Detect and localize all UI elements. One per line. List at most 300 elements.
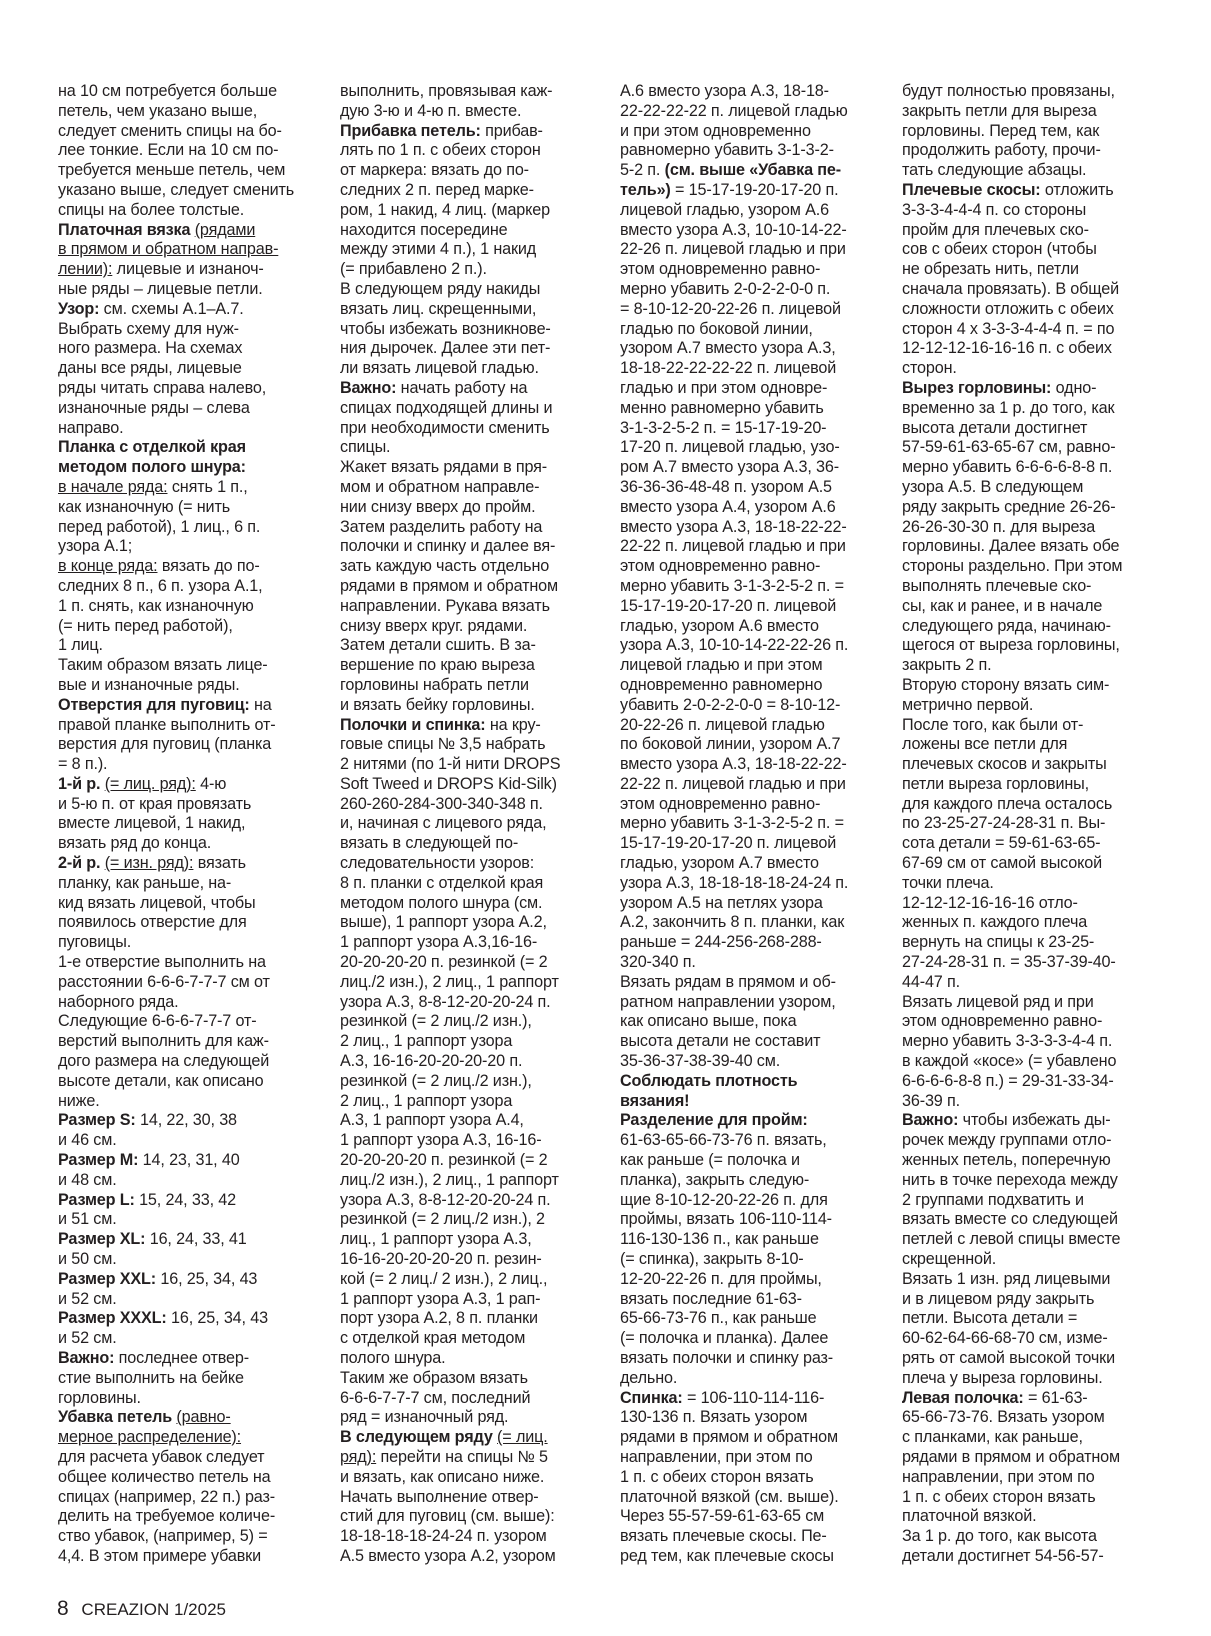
text-run: лять по 1 п. с обеих сторон [340,141,541,160]
text-run: горловины. [58,1388,141,1407]
text-line [902,1111,1160,1131]
text-run: 12-12-12-16-16-16 отло- [902,893,1078,912]
text-run: 3-1-3-2-5-2 п. = 15-17-19-20- [620,418,827,437]
text-run: продолжить работу, прочи- [902,141,1101,160]
text-run: плечевых скосов и закрыты [902,755,1107,774]
text-line [58,973,316,993]
text-line [340,1012,598,1032]
text-run: кид вязать лицевой, чтобы [58,893,256,912]
text-line [620,280,878,300]
text-run: узора А.3, 18-18-18-18-24-24 п. [620,873,849,892]
text-column-3 [620,82,878,1567]
text-line [58,913,316,933]
text-line [620,438,878,458]
text-line [340,854,598,874]
text-run: и вязать бейку горловины. [340,695,535,714]
text-line [340,537,598,557]
text-run: горловины набрать петли [340,675,529,694]
text-run: правой планке выполнить от- [58,715,276,734]
text-line [902,82,1160,102]
text-run: будут полностью провязаны, [902,82,1115,100]
text-run: этом одновременно равно- [620,794,821,813]
text-run: рядами в прямом и обратном [620,1428,838,1447]
text-run: наборного ряда. [58,992,179,1011]
text-run: убавить 2-0-2-2-0-0 = 8-10-12- [620,695,841,714]
text-run: следовательности узоров: [340,854,535,873]
text-line [340,676,598,696]
text-run: 65-66-73-76. Вязать узором [902,1408,1105,1427]
text-line [902,1527,1160,1547]
text-run: 18-18-22-22-22-22 п. лицевой [620,359,837,378]
text-run: Начать выполнение отвер- [340,1487,539,1506]
text-run: делить на требуемое количе- [58,1507,276,1526]
text-run: перед работой), 1 лиц., 6 п. [58,517,261,536]
underlined-run: мерное распределение): [58,1428,242,1447]
text-run: узора А.3, 8-8-12-20-20-24 п. [340,992,551,1011]
text-line [58,141,316,161]
text-run: при необходимости сменить [340,418,550,437]
text-line [340,141,598,161]
text-line [340,181,598,201]
text-line [340,458,598,478]
text-run: 26-26-30-30 п. для выреза [902,517,1096,536]
text-line [902,953,1160,973]
text-line [902,894,1160,914]
text-run: полого шнура. [340,1349,446,1367]
text-run: 22-22 п. лицевой гладью и при [620,774,846,793]
text-line [902,280,1160,300]
text-run: зать каждую часть отдельно [340,557,550,576]
text-run: скрещенной. [902,1250,997,1269]
text-line [340,1329,598,1349]
text-run: дельно. [620,1368,678,1387]
text-line [58,161,316,181]
text-line [620,240,878,260]
text-line [902,1507,1160,1527]
text-line [902,1290,1160,1310]
text-line [340,399,598,419]
text-line [58,1507,316,1527]
text-line [620,1309,878,1329]
text-line [620,1171,878,1191]
text-run: одно- [1051,378,1097,397]
text-line [620,993,878,1013]
text-run: спицах (например, 22 п.) раз- [58,1487,275,1506]
text-run: сначала провязать). В общей [902,279,1120,298]
text-run: вязать вместе со следующей [902,1210,1118,1229]
text-line [902,636,1160,656]
text-run: 15-17-19-20-17-20 п. лицевой [620,596,837,615]
text-run: сложности отложить с обеих [902,299,1114,318]
text-run: узора А.5. В следующем [902,477,1084,496]
text-run: 20-20-20-20 п. резинкой (= 2 [340,953,548,972]
text-line [340,775,598,795]
text-run: тать следующие абзацы. [902,161,1087,180]
text-line [340,1052,598,1072]
text-run: нить в точке перехода между [902,1170,1118,1189]
text-run: 12-20-22-26 п. для проймы, [620,1269,822,1288]
text-line [340,1488,598,1508]
text-run: 2 лиц., 1 раппорт узора [340,1032,513,1051]
underlined-run: (рядами [194,220,256,239]
text-run: см. схемы А.1–А.7. [99,299,244,318]
text-line [902,1488,1160,1508]
text-run: снять 1 п., [167,477,248,496]
text-run: 130-136 п. Вязать узором [620,1408,808,1427]
text-line [340,716,598,736]
text-line [340,735,598,755]
text-run: 67-69 см от самой высокой [902,854,1103,873]
text-line [620,894,878,914]
text-line [902,1230,1160,1250]
text-line [902,557,1160,577]
text-line [58,1191,316,1211]
text-line [58,577,316,597]
text-run: 8 п. планки с отделкой края [340,873,544,892]
text-run: петли выреза горловины, [902,774,1089,793]
text-run: горловины. Далее вязать обе [902,537,1120,556]
text-line [620,1389,878,1409]
text-run: платочной вязкой (см. выше). [620,1487,839,1506]
text-line [902,122,1160,142]
text-line [902,240,1160,260]
text-line [902,141,1160,161]
text-line [902,1191,1160,1211]
text-line [58,1468,316,1488]
text-run: точки плеча. [902,873,994,892]
text-line [340,1408,598,1428]
text-run: резинкой (= 2 лиц./2 изн.), 2 [340,1210,545,1229]
text-line [620,696,878,716]
text-line [340,1428,598,1448]
text-run: ложены все петли для [902,735,1068,754]
text-line [58,1230,316,1250]
text-line [58,1250,316,1270]
text-run: проймы, вязать 106-110-114- [620,1210,832,1229]
text-run: вместо узора А.3, 10-10-14-22- [620,220,847,239]
text-run: гладью по боковой линии, [620,319,813,338]
text-line [340,874,598,894]
text-line [620,498,878,518]
text-run: женных петель, поперечную [902,1151,1111,1170]
text-run: мерно убавить 3-1-3-2-5-2 п. = [620,814,844,833]
text-run: 22-22-22-22 п. лицевой гладью [620,101,848,120]
text-line [340,82,598,102]
text-run: А.2, закончить 8 п. планки, как [620,913,845,932]
text-run: После того, как были от- [902,715,1084,734]
text-run: = 8-10-12-20-22-26 п. лицевой [620,299,841,318]
text-run: и в лицевом ряду закрыть [902,1289,1095,1308]
text-line [58,478,316,498]
text-line [902,458,1160,478]
text-run: 61-63-65-66-73-76 п. вязать, [620,1131,827,1150]
text-run: нии снизу вверх до пройм. [340,497,536,516]
text-run: и 52 см. [58,1289,117,1308]
text-line [620,102,878,122]
text-run: ряду закрыть средние 26-26- [902,497,1116,516]
text-line [340,1230,598,1250]
text-line [902,1131,1160,1151]
text-run: Soft Tweed и DROPS Kid-Silk) [340,774,557,793]
text-run: спицы. [340,438,391,457]
text-run: = 106-110-114-116- [682,1388,825,1407]
text-run: щие 8-10-12-20-22-26 п. для [620,1190,828,1209]
text-run: на 10 см потребуется больше [58,82,277,100]
text-run: 44-47 п. [902,972,960,991]
text-run: А.6 вместо узора А.3, 18-18- [620,82,829,100]
text-line [620,1032,878,1052]
text-run: 320-340 п. [620,953,696,972]
text-run: 60-62-64-66-68-70 см, изме- [902,1329,1108,1348]
text-line [902,1369,1160,1389]
text-line [902,854,1160,874]
text-run: вязать ряд до конца. [58,834,212,853]
text-line [58,399,316,419]
bold-heading-run: Размер M: [58,1151,139,1170]
text-run: 16, 25, 34, 43 [156,1269,258,1288]
text-line [58,854,316,874]
text-line [620,1369,878,1389]
text-line [340,617,598,637]
text-line [620,320,878,340]
text-run: одновременно равномерно [620,675,823,694]
text-run: Следующие 6-6-6-7-7-7 от- [58,1012,257,1031]
text-line [620,716,878,736]
underlined-run: в конце ряда: [58,557,158,576]
text-line [58,1488,316,1508]
bold-heading-run: (см. выше «Убавка пе- [664,161,841,180]
text-run: 22-22 п. лицевой гладью и при [620,537,846,556]
text-line [340,240,598,260]
text-run: вязать в следующей по- [340,834,519,853]
text-line [340,300,598,320]
text-line [902,577,1160,597]
text-run: вернуть на спицы к 23-25- [902,933,1095,952]
page-footer [57,1597,226,1621]
bold-heading-run: Размер S: [58,1111,136,1130]
bold-heading-run: 2-й р. [58,854,101,873]
text-line [340,1210,598,1230]
text-line [902,518,1160,538]
text-line [340,339,598,359]
text-run: 1 раппорт узора А.3, 16-16- [340,1131,542,1150]
text-line [58,1369,316,1389]
text-line [620,1408,878,1428]
text-line [620,636,878,656]
text-line [340,498,598,518]
text-line [58,260,316,280]
text-line [58,636,316,656]
text-line [340,221,598,241]
text-run: для расчета убавок следует [58,1447,265,1466]
text-run: выполнять плечевые ско- [902,576,1092,595]
text-line [340,933,598,953]
text-run: рять от самой высокой точки [902,1349,1115,1367]
text-run: 4,4. В этом примере убавки [58,1546,262,1565]
text-line [902,597,1160,617]
text-run: петель, чем указано выше, [58,101,258,120]
text-run: вместе лицевой, 1 накид, [58,814,246,833]
text-line [340,973,598,993]
text-line [58,795,316,815]
text-run: направлении. Рукава вязать [340,596,550,615]
text-run: гладью и при этом одновре- [620,378,828,397]
text-run: Вязать 1 изн. ряд лицевыми [902,1269,1111,1288]
text-line [58,716,316,736]
text-line [620,577,878,597]
text-line [620,1270,878,1290]
text-run: сов с обеих сторон (чтобы [902,240,1097,259]
bold-heading-run: Вырез горловины: [902,378,1052,397]
text-line [902,1270,1160,1290]
text-run: сота детали = 59-61-63-65- [902,834,1101,853]
text-line [58,300,316,320]
text-line [58,122,316,142]
text-run: и 52 см. [58,1329,117,1348]
text-line [902,913,1160,933]
text-run: ство убавок, (например, 5) = [58,1527,268,1546]
text-line [340,795,598,815]
text-run: менно равномерно убавить [620,398,824,417]
text-run: метрично первой. [902,695,1034,714]
text-run: Вторую сторону вязать сим- [902,675,1110,694]
text-line [58,1131,316,1151]
text-run: платочной вязкой. [902,1507,1037,1526]
bold-heading-run: Размер XXL: [58,1269,157,1288]
text-run: высота детали не составит [620,1032,821,1051]
text-run: ния дырочек. Далее эти пет- [340,339,551,358]
text-line [620,1072,878,1092]
text-run: 6-6-6-7-7-7 см, последний [340,1388,531,1407]
text-line [340,1290,598,1310]
text-line [58,537,316,557]
text-run: мерно убавить 3-1-3-2-5-2 п. = [620,576,844,595]
text-line [58,280,316,300]
text-run: вязать до по- [157,557,260,576]
text-run: 17-20 п. лицевой гладью, узо- [620,438,840,457]
text-line [340,478,598,498]
text-run: этом одновременно равно- [902,1012,1103,1031]
text-run: 5-2 п. [620,161,665,180]
text-run: ром, 1 накид, 4 лиц. (маркер [340,200,550,219]
text-run: Выбрать схему для нуж- [58,319,239,338]
text-run: находится посередине [340,220,508,239]
text-line [58,953,316,973]
text-run: сторон 4 х 3-3-3-4-4-4 п. = по [902,319,1115,338]
text-line [620,458,878,478]
text-line [902,1389,1160,1409]
text-run: женных п. каждого плеча [902,913,1088,932]
text-line [902,1408,1160,1428]
text-run: 1 п. снять, как изнаночную [58,596,254,615]
text-run: вязать последние 61-63- [620,1289,802,1308]
text-line [58,755,316,775]
text-line [902,1349,1160,1369]
text-run: вязать полочки и спинку раз- [620,1349,834,1367]
text-run: Вязать рядам в прямом и об- [620,972,836,991]
text-run: вые и изнаночные ряды. [58,675,240,694]
text-column-2 [340,82,598,1567]
text-line [620,1349,878,1369]
underlined-run: (= изн. ряд): [104,854,194,873]
text-run: ные ряды – лицевые петли. [58,279,263,298]
text-line [620,1507,878,1527]
text-run: на кру- [485,715,541,734]
text-line [58,498,316,518]
text-line [340,102,598,122]
text-line [58,1349,316,1369]
text-run: плеча у выреза горловины. [902,1368,1103,1387]
text-line [902,834,1160,854]
text-line [340,1270,598,1290]
text-line [620,82,878,102]
text-line [902,1210,1160,1230]
text-run: кой (= 2 лиц./ 2 изн.), 2 лиц., [340,1269,548,1288]
text-line [620,359,878,379]
text-line [620,874,878,894]
text-line [340,696,598,716]
text-run: чтобы избежать ды- [958,1111,1111,1130]
text-line [620,478,878,498]
text-line [58,1092,316,1112]
text-run: полочки и спинку и далее вя- [340,537,556,556]
text-line [58,894,316,914]
text-run: 6-6-6-6-8-8 п.) = 29-31-33-34- [902,1071,1114,1090]
text-line [620,1329,878,1349]
text-line [340,993,598,1013]
text-line [340,1309,598,1329]
text-run: 27-24-28-31 п. = 35-37-39-40- [902,953,1116,972]
text-run: последнее отвер- [114,1349,249,1367]
text-line [620,518,878,538]
text-run: следних 8 п., 6 п. узора А.1, [58,576,263,595]
text-line [620,339,878,359]
text-line [902,1468,1160,1488]
text-line [902,102,1160,122]
text-line [58,1329,316,1349]
text-run: в каждой «косе» (= убавлено [902,1052,1117,1071]
text-run: лицевые и изнаноч- [112,260,264,279]
text-run: прибав- [480,121,543,140]
text-line [902,617,1160,637]
text-line [58,1171,316,1191]
text-line [902,716,1160,736]
text-line [902,438,1160,458]
text-line [620,676,878,696]
bold-heading-run: Узор: [58,299,100,318]
text-run: и 51 см. [58,1210,117,1229]
text-line [620,300,878,320]
text-line [902,201,1160,221]
text-run: 14, 23, 31, 40 [138,1151,240,1170]
text-line [58,874,316,894]
text-run: следующего ряда, начинаю- [902,616,1111,635]
text-run: закрыть 2 п. [902,656,992,675]
text-line [902,161,1160,181]
text-line [340,1171,598,1191]
text-run: вместо узора А.3, 18-18-22-22- [620,517,847,536]
text-line [58,1151,316,1171]
text-run: А.3, 16-16-20-20-20-20 п. [340,1052,523,1071]
text-run: гладью, узором А.7 вместо [620,854,819,873]
text-line [620,1092,878,1112]
text-run: = 61-63- [1023,1388,1088,1407]
text-line [620,181,878,201]
text-run: и вязать, как описано ниже. [340,1467,545,1486]
text-run: выше), 1 раппорт узора А.2, [340,913,547,932]
text-run: рочек между группами отло- [902,1131,1112,1150]
text-line [340,1468,598,1488]
